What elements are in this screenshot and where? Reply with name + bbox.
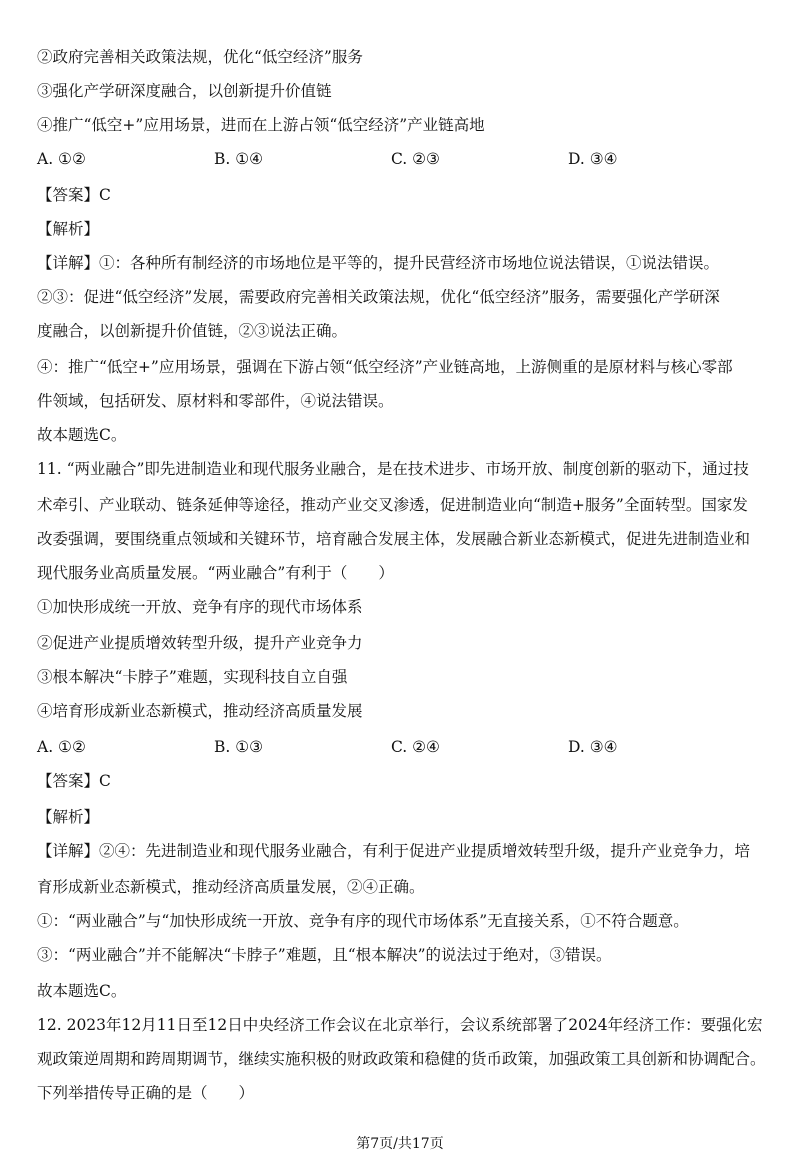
q10-detail-line: 【详解】①：各种所有制经济的市场地位是平等的，提升民营经济市场地位说法错误，①说法错误。	[37, 254, 720, 272]
q10-statement-2: ②政府完善相关政策法规，优化“低空经济”服务	[37, 48, 363, 66]
q10-option-d: D. ③④	[568, 150, 618, 168]
q11-detail-line: 【详解】②④：先进制造业和现代服务业融合，有利于促进产业提质增效转型升级，提升产业竞争力，培	[37, 842, 751, 860]
q10-detail-line: 度融合，以创新提升价值链，②③说法正确。	[37, 322, 348, 340]
q11-statement-3: ③根本解决“卡脖子”难题，实现科技自立自强	[37, 668, 348, 686]
q10-analysis-label: 【解析】	[37, 220, 100, 238]
q11-statement-4: ④培育形成新业态新模式，推动经济高质量发展	[37, 702, 363, 720]
q11-conclusion: 故本题选C。	[37, 982, 127, 1000]
q11-option-d: D. ③④	[568, 738, 618, 756]
q10-detail-line: ②③：促进“低空经济”发展，需要政府完善相关政策法规，优化“低空经济”服务，需要强化产学研深	[37, 288, 720, 306]
q11-statement-1: ①加快形成统一开放、竞争有序的现代市场体系	[37, 598, 363, 616]
q11-option-b: B. ①③	[214, 738, 264, 756]
q11-stem-line: 11. “两业融合”即先进制造业和现代服务业融合，是在技术进步、市场开放、制度创新的驱动下，通过技	[37, 460, 749, 478]
q10-option-c: C. ②③	[391, 150, 440, 168]
q10-detail-line: 件领域，包括研发、原材料和零部件，④说法错误。	[37, 392, 394, 410]
q11-answer: 【答案】C	[37, 772, 111, 790]
q10-option-a: A. ①②	[37, 150, 86, 168]
q11-analysis-label: 【解析】	[37, 808, 100, 826]
q11-detail-line: 育形成新业态新模式，推动经济高质量发展，②④正确。	[37, 878, 425, 896]
q11-option-c: C. ②④	[391, 738, 440, 756]
q11-stem-line: 改委强调，要围绕重点领域和关键环节，培育融合发展主体，发展融合新业态新模式，促进先进制造业和	[37, 530, 751, 548]
q10-option-b: B. ①④	[214, 150, 264, 168]
q12-stem-line: 12. 2023年12月11日至12日中央经济工作会议在北京举行，会议系统部署了2024年经济工作：要强化宏	[37, 1016, 763, 1034]
q11-stem-line: 术牵引、产业联动、链条延伸等途径，推动产业交叉渗透，促进制造业向“制造+服务”全面转型。国家发	[37, 496, 748, 514]
q11-option-a: A. ①②	[37, 738, 86, 756]
q10-answer: 【答案】C	[37, 186, 111, 204]
q10-detail-line: ④：推广“低空+”应用场景，强调在下游占领“低空经济”产业链高地，上游侧重的是原材料与核心零部	[37, 358, 733, 376]
q12-stem-line: 观政策逆周期和跨周期调节，继续实施积极的财政政策和稳健的货币政策，加强政策工具创新和协调配合。	[37, 1050, 766, 1068]
q10-statement-3: ③强化产学研深度融合，以创新提升价值链	[37, 82, 332, 100]
q10-statement-4: ④推广“低空+”应用场景，进而在上游占领“低空经济”产业链高地	[37, 116, 485, 134]
q12-stem-line: 下列举措传导正确的是（ ）	[37, 1084, 255, 1102]
page-footer: 第7页/共17页	[356, 1136, 444, 1152]
q10-conclusion: 故本题选C。	[37, 426, 127, 444]
q11-detail-line: ①：“两业融合”与“加快形成统一开放、竞争有序的现代市场体系”无直接关系，①不符合题意。	[37, 912, 689, 930]
q11-detail-line: ③：“两业融合”并不能解决“卡脖子”难题，且“根本解决”的说法过于绝对，③错误。	[37, 946, 612, 964]
q11-statement-2: ②促进产业提质增效转型升级，提升产业竞争力	[37, 634, 363, 652]
q10-options	[37, 148, 770, 170]
q11-options	[37, 736, 770, 758]
q11-stem-line: 现代服务业高质量发展。“两业融合”有利于（ ）	[37, 564, 394, 582]
